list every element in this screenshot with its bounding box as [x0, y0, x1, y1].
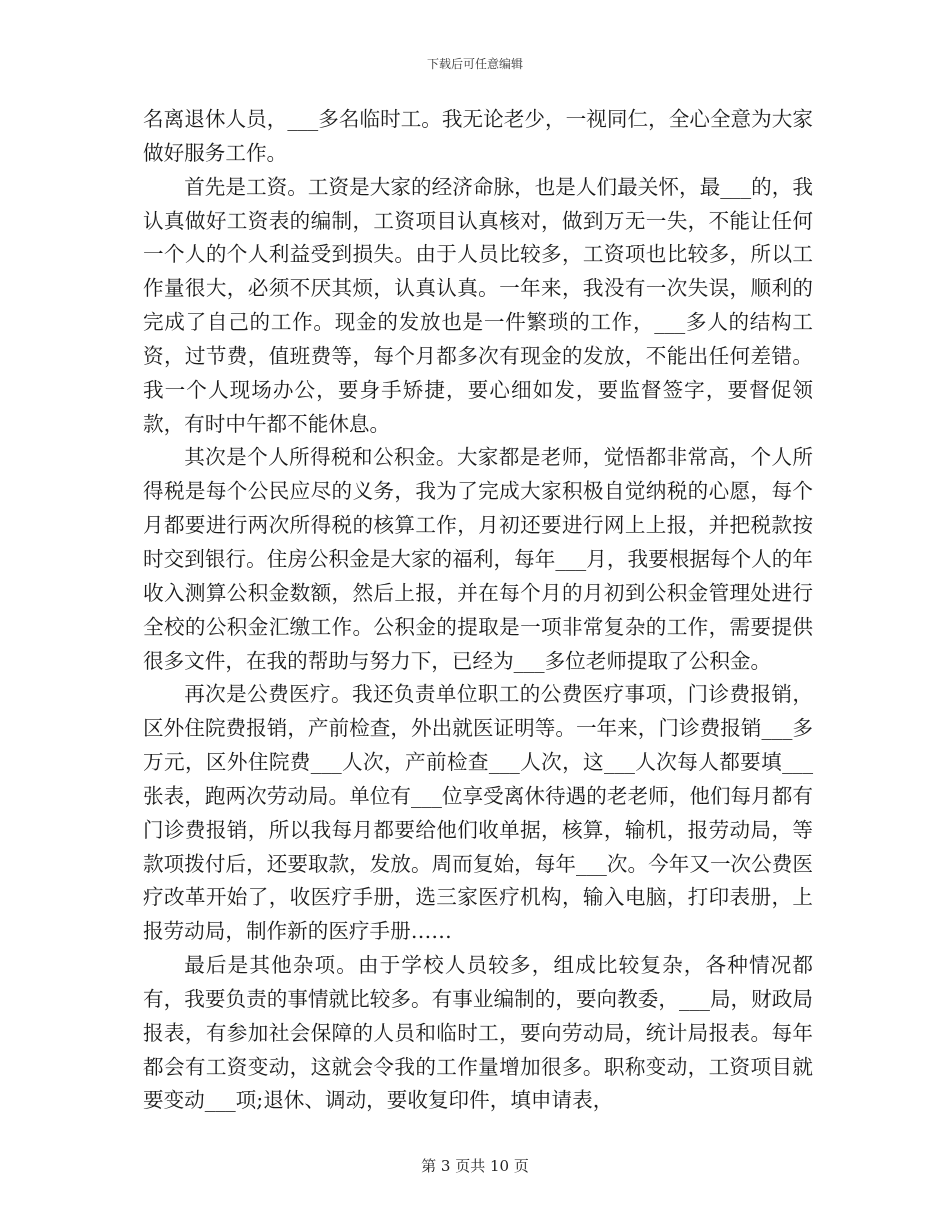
page-footer: 第 3 页共 10 页 — [421, 1157, 529, 1175]
paragraph-salary: 首先是工资。工资是大家的经济命脉，也是人们最关怀，最___的，我认真做好工资表的编制，工资项目认真核对，做到万无一失，不能让任何一个人的个人利益受到损失。由于人员比较多，工资项也比较多，所以工作量很大，必须不厌其烦，认真认真。一年来，我没有一次失误，顺利的完成了自己的工作。现金的发放也是一件繁琐的工作，___多人的结构工资，过节费，值班费等，每个月都多次有现金的发放，不能出任何差错。我一个人现场办公，要身手矫捷，要心细如发，要监督签字，要督促领款，有时中午都不能休息。 — [143, 174, 813, 436]
document-body — [143, 103, 813, 1118]
paragraph-tax-fund: 其次是个人所得税和公积金。大家都是老师，觉悟都非常高，个人所得税是每个公民应尽的义务，我为了完成大家积极自觉纳税的心愿，每个月都要进行两次所得税的核算工作，月初还要进行网上上报，并把税款按时交到银行。住房公积金是大家的福利，每年___月，我要根据每个人的年收入测算公积金数额，然后上报，并在每个月的月初到公积金管理处进行全校的公积金汇缴工作。公积金的提取是一项非常复杂的工作，需要提供很多文件，在我的帮助与努力下，已经为___多位老师提取了公积金。 — [143, 445, 813, 673]
page-header: 下载后可任意编辑 — [426, 57, 523, 71]
paragraph-medical: 再次是公费医疗。我还负责单位职工的公费医疗事项，门诊费报销，区外住院费报销，产前检查，外出就医证明等。一年来，门诊费报销___多万元，区外住院费___人次，产前检查___人次，这___人次每人都要填___张表，跑两次劳动局。单位有___位享受离休待遇的老老师，他们每月都有门诊费报销，所以我每月都要给他们收单据，核算，输机，报劳动局，等款项拨付后，还要取款，发放。周而复始，每年___次。今年又一次公费医疗改革开始了，收医疗手册，选三家医疗机构，输入电脑，打印表册，上报劳动局，制作新的医疗手册…… — [143, 682, 813, 944]
paragraph-1: 名离退休人员，___多名临时工。我无论老少，一视同仁，全心全意为大家做好服务工作。 — [143, 107, 813, 165]
paragraph-misc: 最后是其他杂项。由于学校人员较多，组成比较复杂，各种情况都有，我要负责的事情就比较多。有事业编制的，要向教委，___局，财政局报表，有参加社会保障的人员和临时工，要向劳动局，统计局报表。每年都会有工资变动，这就会令我的工作量增加很多。职称变动，工资项目就要变动___项;退休、调动，要收复印件，填申请表， — [143, 953, 813, 1113]
